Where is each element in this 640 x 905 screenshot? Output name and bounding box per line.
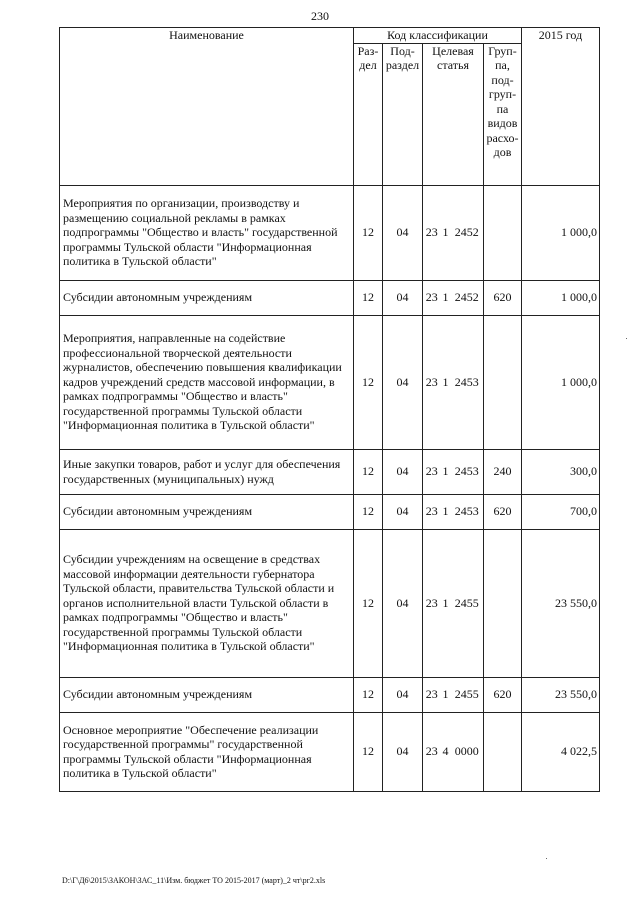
file-path-footer: D:\Г\Д6\2015\ЗАКОН\ЗАС_11\Изм. бюджет ТО 2015-2017 (март)_2 чт\рг2.xls [62, 876, 326, 885]
cell-prog: 23 [423, 712, 441, 791]
cell-section: 12 [354, 315, 383, 449]
cell-section: 12 [354, 529, 383, 677]
cell-sub: 1 [441, 494, 451, 529]
table-row [60, 280, 600, 315]
table-row [60, 677, 600, 712]
cell-code: 2452 [451, 280, 484, 315]
cell-group [484, 529, 522, 677]
cell-amount: 23 550,0 [522, 677, 600, 712]
cell-sub: 1 [441, 529, 451, 677]
cell-name: Иные закупки товаров, работ и услуг для обеспечения государственных (муниципальных) нужд [60, 449, 354, 494]
cell-section: 12 [354, 677, 383, 712]
cell-code: 2455 [451, 529, 484, 677]
table-body [60, 185, 600, 791]
cell-section: 12 [354, 449, 383, 494]
header-subsection: Под- раздел [383, 43, 423, 185]
cell-group [484, 712, 522, 791]
cell-amount: 1 000,0 [522, 315, 600, 449]
cell-code: 2452 [451, 185, 484, 280]
scan-speck [546, 858, 547, 859]
table-row [60, 529, 600, 677]
cell-prog: 23 [423, 280, 441, 315]
page-number: 230 [311, 9, 329, 23]
scan-speck [626, 338, 627, 339]
cell-prog: 23 [423, 449, 441, 494]
cell-subsection: 04 [383, 494, 423, 529]
cell-name: Мероприятия, направленные на содействие профессиональной творческой деятельности журналистов, обеспечению повышения квалификации кадров учреждений средств массовой информации, в рамках подпрограммы "Общество и власть" государственной программы Тульской области "Информационная политика в Тульской области" [60, 315, 354, 449]
cell-group: 240 [484, 449, 522, 494]
table-row [60, 185, 600, 280]
cell-name: Основное мероприятие "Обеспечение реализации государственной программы" государственной программы Тульской области "Информационная политика в Тульской области" [60, 712, 354, 791]
cell-section: 12 [354, 712, 383, 791]
cell-subsection: 04 [383, 677, 423, 712]
cell-prog: 23 [423, 315, 441, 449]
header-target-item: Целевая статья [423, 43, 484, 185]
cell-sub: 1 [441, 280, 451, 315]
cell-subsection: 04 [383, 280, 423, 315]
cell-subsection: 04 [383, 529, 423, 677]
cell-sub: 1 [441, 449, 451, 494]
cell-prog: 23 [423, 185, 441, 280]
cell-group: 620 [484, 677, 522, 712]
header-expense-group: Груп- па, под- груп- па видов расхо- дов [484, 43, 522, 185]
cell-code: 2453 [451, 449, 484, 494]
cell-prog: 23 [423, 677, 441, 712]
cell-group [484, 315, 522, 449]
table-row [60, 494, 600, 529]
cell-amount: 1 000,0 [522, 280, 600, 315]
cell-subsection: 04 [383, 449, 423, 494]
cell-name: Субсидии автономным учреждениям [60, 677, 354, 712]
cell-subsection: 04 [383, 315, 423, 449]
cell-code: 2455 [451, 677, 484, 712]
cell-sub: 1 [441, 315, 451, 449]
cell-prog: 23 [423, 529, 441, 677]
header-name: Наименование [60, 28, 354, 186]
cell-group [484, 185, 522, 280]
cell-section: 12 [354, 185, 383, 280]
cell-group: 620 [484, 494, 522, 529]
cell-name: Мероприятия по организации, производству и размещению социальной рекламы в рамках подпрограммы "Общество и власть" государственной программы Тульской области "Информационная политика в Тульской области" [60, 185, 354, 280]
cell-prog: 23 [423, 494, 441, 529]
cell-sub: 1 [441, 185, 451, 280]
cell-code: 0000 [451, 712, 484, 791]
table-header [60, 28, 600, 186]
cell-code: 2453 [451, 315, 484, 449]
header-section: Раз- дел [354, 43, 383, 185]
cell-sub: 1 [441, 677, 451, 712]
cell-amount: 700,0 [522, 494, 600, 529]
cell-section: 12 [354, 280, 383, 315]
table-row [60, 449, 600, 494]
cell-section: 12 [354, 494, 383, 529]
cell-group: 620 [484, 280, 522, 315]
header-classification: Код классификации [354, 28, 522, 44]
table-row [60, 315, 600, 449]
header-year: 2015 год [522, 28, 600, 186]
cell-name: Субсидии учреждениям на освещение в средствах массовой информации деятельности губернатора Тульской области, правительства Тульской области и органов исполнительной власти Тульской области в рамках подпрограммы "Общество и власть" государственной программы Тульской области "Информационная политика в Тульской области" [60, 529, 354, 677]
cell-name: Субсидии автономным учреждениям [60, 494, 354, 529]
cell-amount: 300,0 [522, 449, 600, 494]
budget-table [59, 27, 600, 792]
table-row [60, 712, 600, 791]
cell-amount: 4 022,5 [522, 712, 600, 791]
cell-amount: 23 550,0 [522, 529, 600, 677]
cell-code: 2453 [451, 494, 484, 529]
cell-subsection: 04 [383, 185, 423, 280]
cell-sub: 4 [441, 712, 451, 791]
cell-subsection: 04 [383, 712, 423, 791]
cell-name: Субсидии автономным учреждениям [60, 280, 354, 315]
cell-amount: 1 000,0 [522, 185, 600, 280]
